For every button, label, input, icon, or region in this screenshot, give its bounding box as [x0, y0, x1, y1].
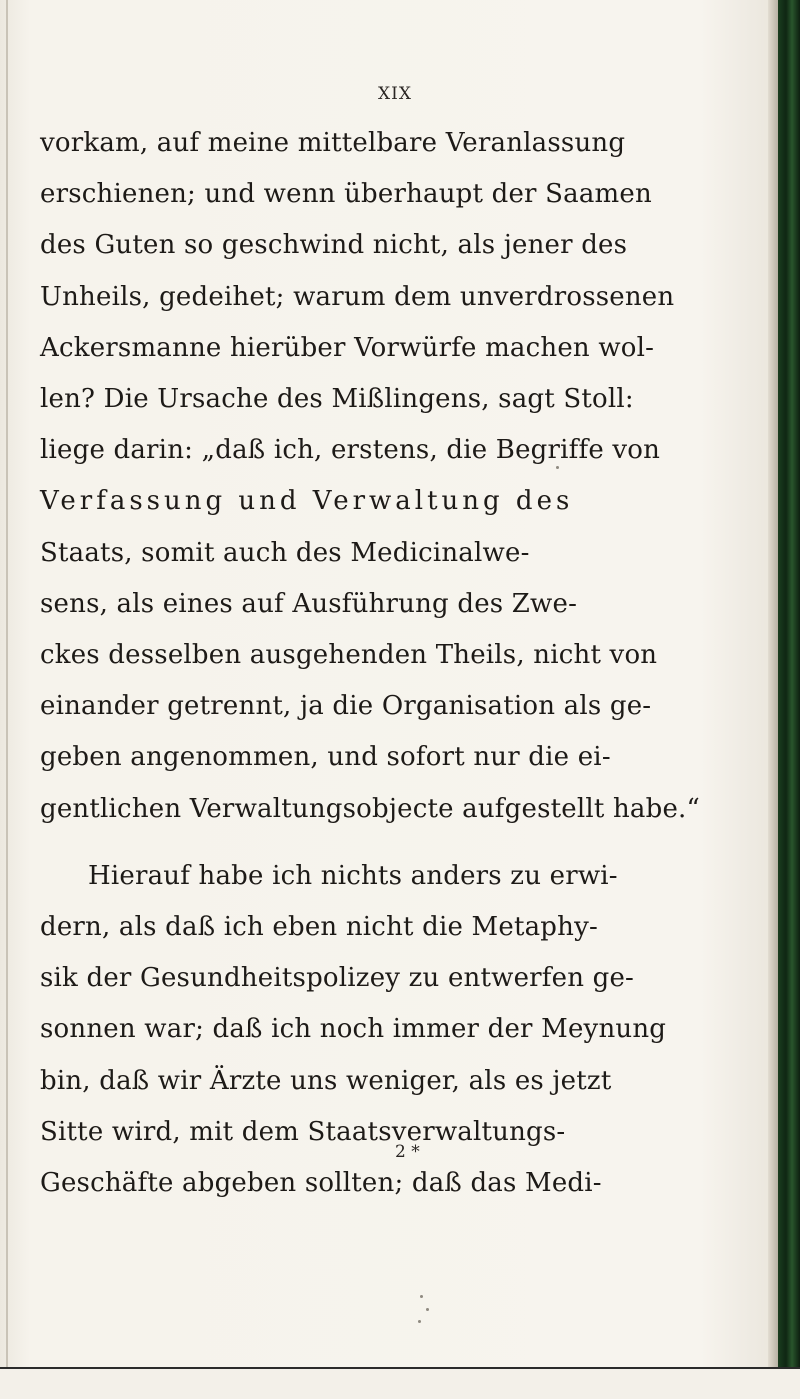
- text-line: sonnen war; daß ich noch immer der Meynung: [40, 1014, 667, 1045]
- text-line: Ackersmanne hierüber Vorwürfe machen wol-: [40, 332, 655, 363]
- text-line: Geschäfte abgeben sollten; daß das Medi-: [40, 1168, 602, 1199]
- paper-speck: [556, 466, 559, 469]
- page-gutter: [6, 0, 8, 1399]
- paragraph-1: [40, 118, 755, 835]
- text-line: einander getrennt, ja die Organisation als ge-: [40, 691, 652, 722]
- text-line: Unheils, gedeihet; warum dem unverdrossenen: [40, 281, 675, 312]
- page-number: XIX: [378, 84, 412, 104]
- text-line: liege darin: „daß ich, erstens, die Begriffe von: [40, 435, 661, 466]
- text-line: sik der Gesundheitspolizey zu entwerfen ge-: [40, 963, 635, 994]
- page-edge: [768, 0, 778, 1370]
- page-bottom-edge: [0, 1367, 800, 1399]
- text-line: Verfassung und Verwaltung des: [40, 486, 574, 517]
- text-line: erschienen; und wenn überhaupt der Saamen: [40, 179, 652, 210]
- body-text: [40, 118, 755, 1209]
- signature-mark: 2 *: [395, 1142, 420, 1162]
- text-line: dern, als daß ich eben nicht die Metaphy-: [40, 912, 598, 943]
- text-line: vorkam, auf meine mittelbare Veranlassung: [40, 128, 626, 158]
- text-line: geben angenommen, und sofort nur die ei-: [40, 742, 611, 773]
- text-line: sens, als eines auf Ausführung des Zwe-: [40, 588, 578, 619]
- paper-speck: [420, 1295, 423, 1298]
- text-line: Sitte wird, mit dem Staatsverwaltungs-: [40, 1116, 566, 1147]
- paragraph-2-cont: [40, 902, 755, 1209]
- text-line: des Guten so geschwind nicht, als jener des: [40, 230, 628, 261]
- text-line: bin, daß wir Ärzte uns weniger, als es jetzt: [40, 1065, 612, 1096]
- paper-speck: [418, 1320, 421, 1323]
- text-line: Staats, somit auch des Medicinalwe-: [40, 537, 530, 568]
- paragraph-gap: [40, 835, 755, 851]
- text-line: len? Die Ursache des Mißlingens, sagt Stoll:: [40, 384, 634, 415]
- text-line: ckes desselben ausgehenden Theils, nicht von: [40, 640, 658, 671]
- text-line: gentlichen Verwaltungsobjecte aufgestellt habe.“: [40, 793, 701, 824]
- text-line: Hierauf habe ich nichts anders zu erwi-: [88, 860, 618, 891]
- paper-speck: [426, 1308, 429, 1311]
- book-cover-edge: [778, 0, 800, 1370]
- paragraph-2: [40, 851, 755, 902]
